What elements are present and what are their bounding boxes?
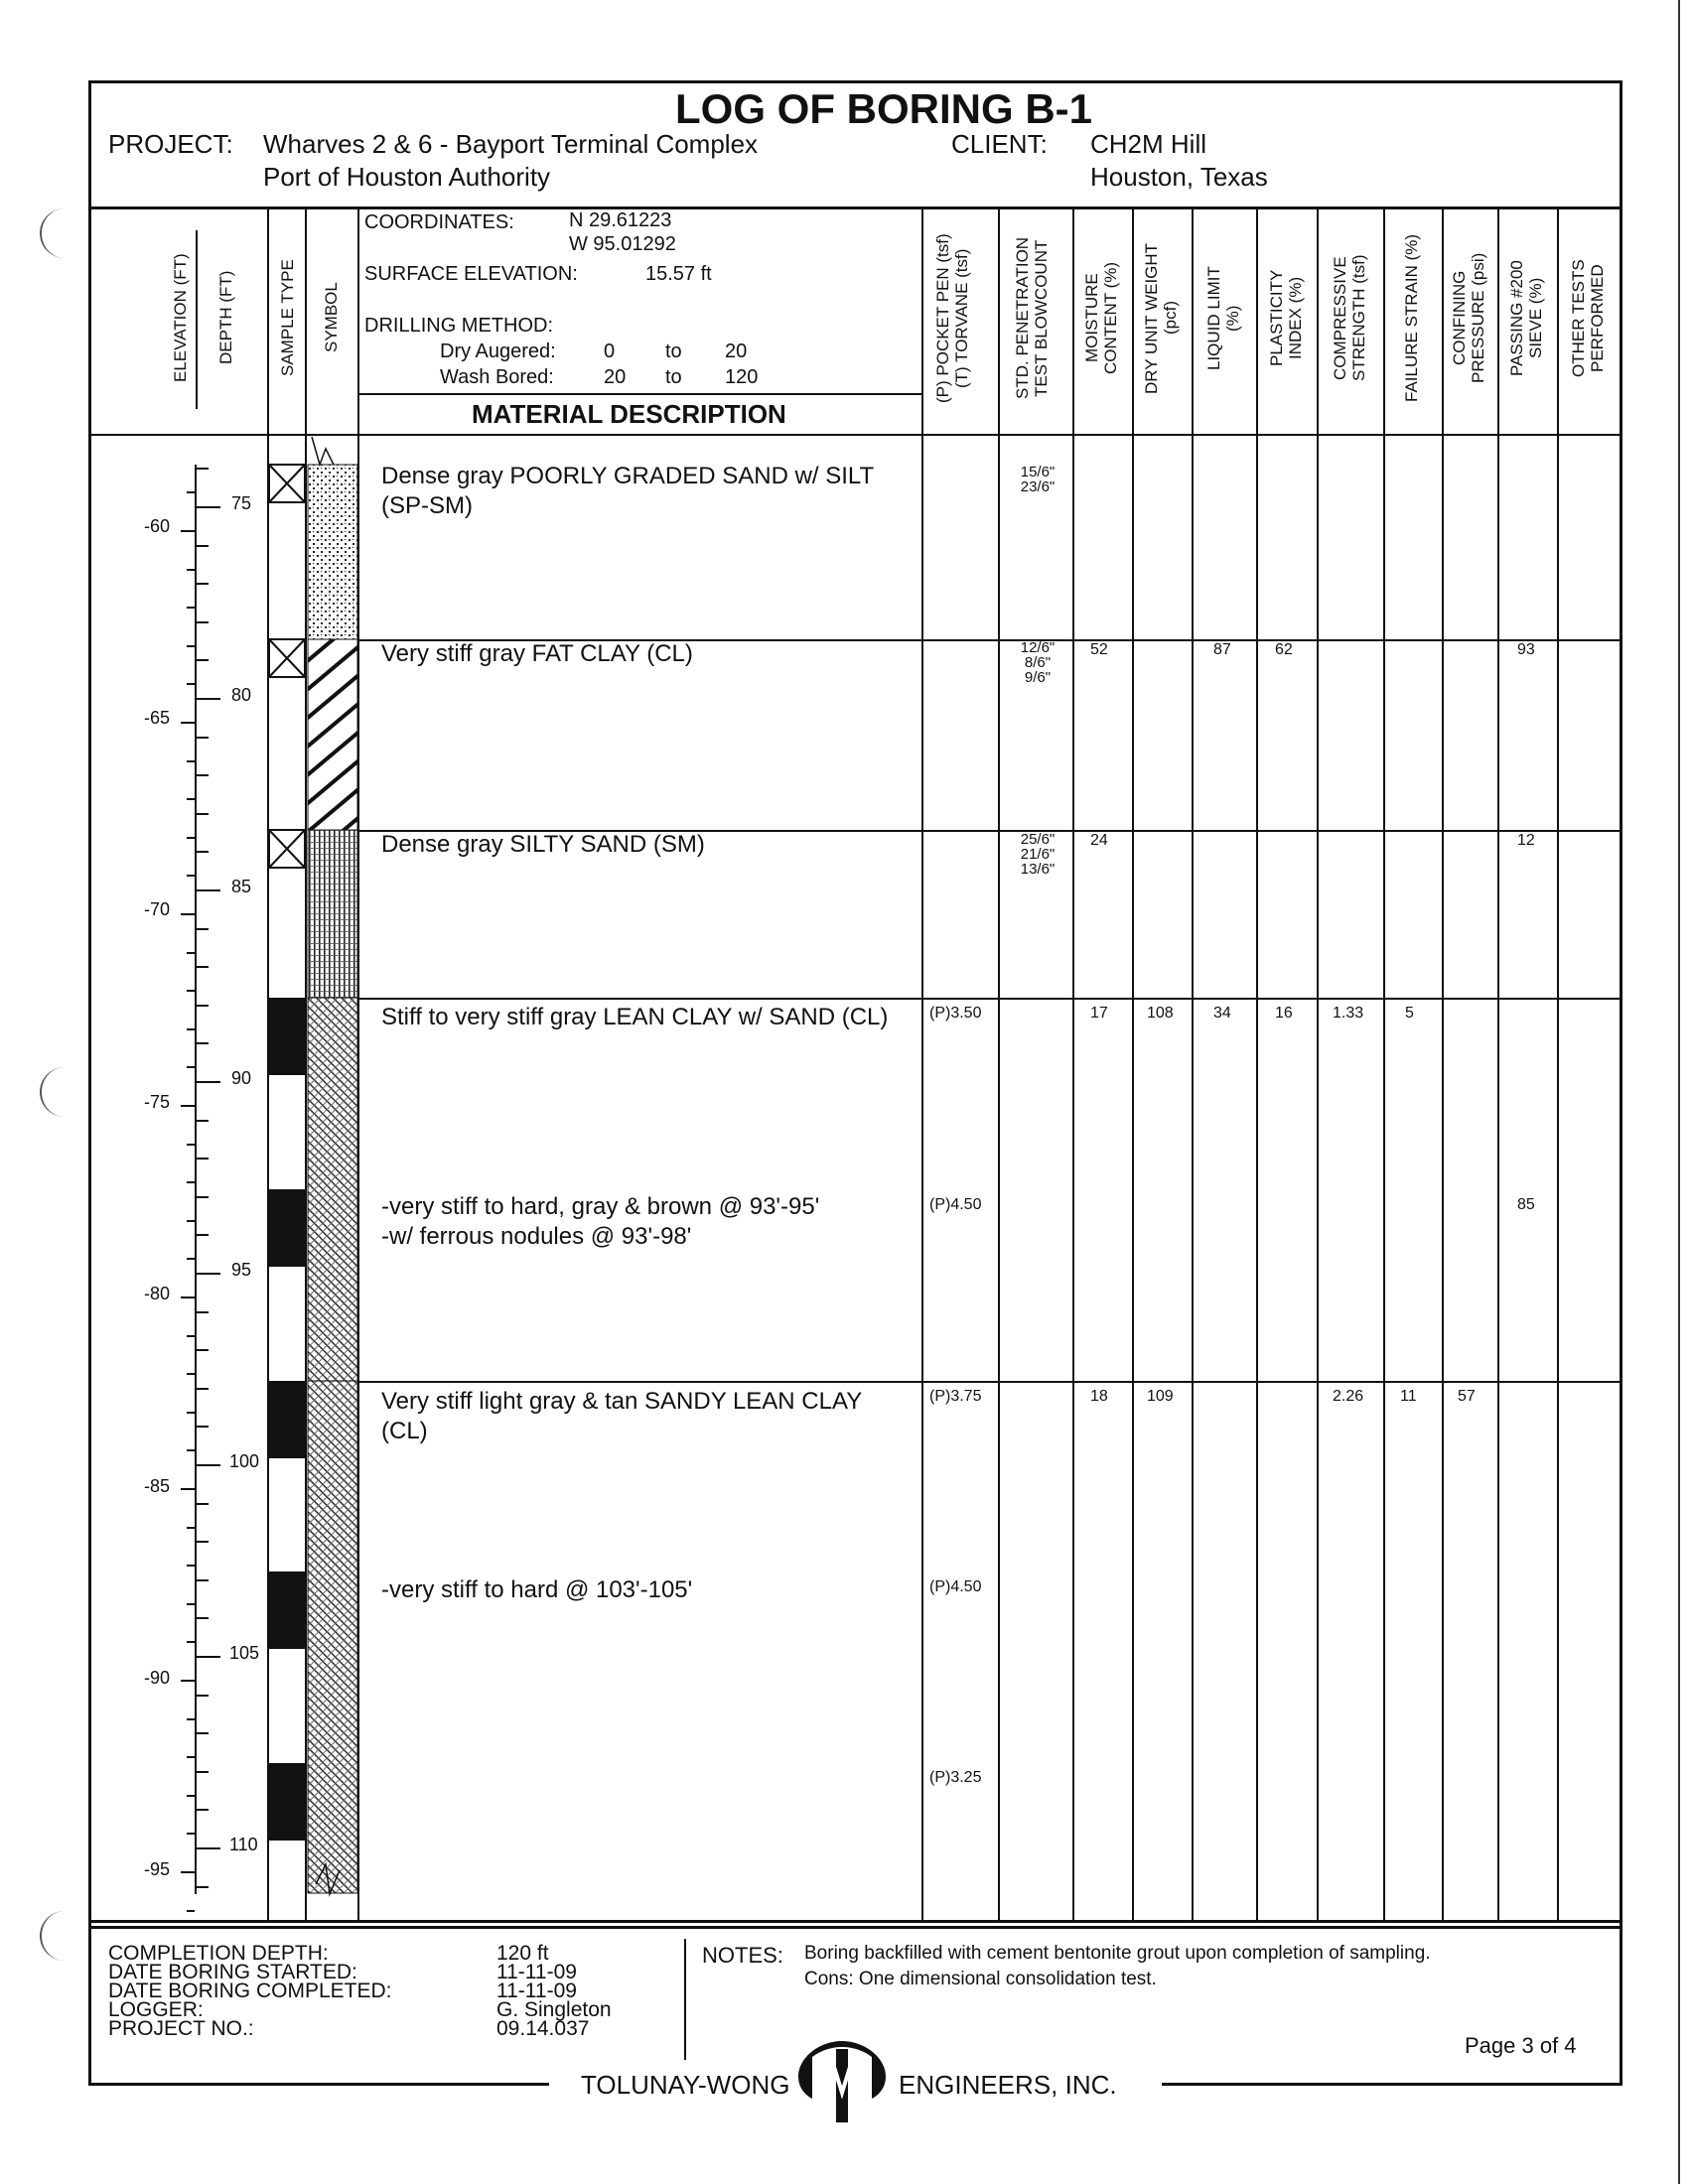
col-line-comp-end	[1383, 206, 1385, 1922]
stratum-desc-line: Dense gray POORLY GRADED SAND w/ SILT	[381, 463, 875, 489]
depth-minor-tick	[197, 1732, 209, 1734]
dry-augered-to-word: to	[665, 341, 682, 362]
client-name: CH2M Hill	[1090, 129, 1206, 159]
spt-value: 21/6"	[1020, 846, 1056, 863]
col-header-dry-unit-line1: DRY UNIT WEIGHT	[1142, 242, 1161, 394]
elevation-tick	[187, 837, 195, 839]
material-description-header: MATERIAL DESCRIPTION	[472, 399, 786, 429]
depth-minor-tick	[197, 737, 209, 739]
company-line-right	[1162, 2083, 1622, 2086]
coordinate-west: W 95.01292	[569, 233, 676, 255]
footer-divider	[684, 1939, 686, 2060]
depth-major-tick	[197, 1656, 220, 1658]
moisture-value: 52	[1090, 641, 1108, 658]
completion-depth-label: COMPLETION DEPTH:	[108, 1942, 329, 1965]
elevation-label: -75	[144, 1092, 171, 1112]
page-number: Page 3 of 4	[1465, 2033, 1577, 2058]
page-title: LOG OF BORING B-1	[675, 85, 1092, 132]
elevation-tick	[187, 1565, 195, 1567]
depth-minor-tick	[197, 1042, 209, 1044]
col-header-plasticity-line2: INDEX (%)	[1286, 276, 1305, 360]
elevation-label: -70	[144, 899, 171, 919]
col-header-compressive-line1: COMPRESSIVE	[1331, 256, 1349, 380]
elevation-tick	[181, 913, 195, 915]
col-header-elevation: ELEVATION (FT)	[171, 253, 190, 382]
depth-minor-tick	[197, 1196, 209, 1198]
depth-minor-tick	[197, 621, 209, 623]
col-header-pocket-pen-line1: (P) POCKET PEN (tsf)	[933, 233, 952, 403]
project-label: PROJECT:	[108, 129, 233, 159]
col-line-spt-end	[1072, 206, 1074, 1922]
surface-elevation-label: SURFACE ELEVATION:	[364, 263, 578, 285]
coordinates-label: COORDINATES:	[364, 211, 514, 233]
col-header-passing-line1: PASSING #200	[1507, 260, 1526, 376]
elevation-tick	[187, 1527, 195, 1529]
depth-minor-tick	[197, 1809, 209, 1811]
depth-major-tick	[197, 698, 220, 700]
company-name-right: ENGINEERS, INC.	[899, 2070, 1117, 2100]
moisture-value: 24	[1090, 832, 1108, 849]
depth-minor-tick	[197, 851, 209, 853]
elevation-tick	[181, 1488, 195, 1490]
col-header-sample-type: SAMPLE TYPE	[278, 259, 297, 376]
symbol-lean-clay	[308, 998, 357, 1381]
dry-augered-label: Dry Augered:	[440, 341, 556, 362]
col-header-dry-unit-line2: (pcf)	[1161, 301, 1180, 336]
client-label: CLIENT:	[951, 129, 1048, 159]
col-header-confining	[1450, 216, 1487, 420]
elevation-tick	[187, 1144, 195, 1146]
col-header-liquid-limit-line1: LIQUID LIMIT	[1204, 266, 1223, 370]
spt-value: 15/6"	[1020, 464, 1056, 480]
depth-major-tick	[197, 1273, 220, 1275]
frame-right-bottom	[1620, 1922, 1622, 2086]
elevation-tick	[187, 952, 195, 954]
note-consolidation: Cons: One dimensional consolidation test.	[804, 1969, 1157, 1989]
depth-minor-tick	[197, 1541, 209, 1543]
confining-pressure-value: 57	[1458, 1388, 1476, 1405]
elevation-tick	[181, 1297, 195, 1298]
stratum-description: Stiff to very stiff gray LEAN CLAY w/ SAND (CL)	[381, 1004, 889, 1030]
moisture-value: 17	[1090, 1005, 1108, 1022]
plasticity-index-value: 62	[1275, 641, 1293, 658]
stratum-note-line: -w/ ferrous nodules @ 93'-98'	[381, 1223, 692, 1250]
col-header-pocket-pen	[933, 216, 971, 420]
elevation-tick	[187, 1795, 195, 1797]
col-header-passing-line2: SIEVE (%)	[1526, 277, 1545, 359]
col-header-compressive-line2: STRENGTH (tsf)	[1349, 254, 1368, 382]
col-header-symbol: SYMBOL	[322, 282, 341, 353]
stratum-description: Dense gray SILTY SAND (SM)	[381, 831, 705, 858]
stratum-desc-line: Very stiff light gray & tan SANDY LEAN CLAY	[381, 1388, 863, 1415]
table-top-line	[88, 206, 1622, 209]
col-line-dry-end	[1192, 206, 1194, 1922]
project-no-label: PROJECT NO.:	[108, 2017, 254, 2040]
elevation-label: -90	[144, 1668, 171, 1688]
elevation-tick	[187, 683, 195, 685]
project-owner: Port of Houston Authority	[263, 162, 551, 192]
dry-unit-weight-value: 109	[1147, 1388, 1174, 1405]
col-header-other-tests-line1: OTHER TESTS	[1569, 259, 1588, 377]
elevation-label: -65	[144, 708, 171, 728]
plasticity-index-value: 16	[1275, 1005, 1293, 1022]
col-header-liquid-limit	[1204, 216, 1242, 420]
elevation-tick	[187, 1373, 195, 1375]
project-name: Wharves 2 & 6 - Bayport Terminal Complex	[263, 129, 759, 159]
col-line-pi-end	[1317, 206, 1319, 1922]
completion-depth-value: 120 ft	[496, 1942, 549, 1965]
col-header-confining-line2: PRESSURE (psi)	[1469, 252, 1487, 384]
depth-minor-tick	[197, 1005, 209, 1007]
failure-strain-value: 5	[1405, 1005, 1414, 1022]
spt-value: 13/6"	[1020, 861, 1056, 878]
elevation-tick	[181, 722, 195, 724]
col-line-fail-end	[1442, 206, 1444, 1922]
compressive-strength-value: 1.33	[1333, 1005, 1364, 1022]
sample-symbol-graphics	[268, 435, 359, 1921]
col-header-depth: DEPTH (FT)	[216, 270, 235, 365]
depth-minor-tick	[197, 1695, 209, 1697]
col-line-moist-end	[1132, 206, 1134, 1922]
failure-strain-value: 11	[1400, 1388, 1417, 1405]
depth-label: 100	[229, 1451, 260, 1471]
depth-major-tick	[197, 506, 220, 508]
depth-label: 95	[231, 1260, 252, 1280]
elevation-tick	[187, 1258, 195, 1260]
col-header-compressive	[1331, 216, 1368, 420]
col-header-other-tests-line2: PERFORMED	[1588, 264, 1607, 372]
depth-minor-tick	[197, 583, 209, 585]
frame-left-bottom	[88, 1922, 91, 2086]
depth-minor-tick	[197, 468, 209, 470]
col-header-spt-line1: STD. PENETRATION	[1013, 236, 1032, 400]
passing-200-value: 85	[1517, 1196, 1535, 1213]
elevation-tick	[187, 1756, 195, 1758]
elevation-tick	[187, 1181, 195, 1183]
depth-label: 110	[229, 1835, 258, 1854]
col-header-other-tests	[1569, 216, 1607, 420]
elevation-tick	[181, 530, 195, 532]
elevation-tick	[187, 1335, 195, 1337]
surface-elevation-value: 15.57 ft	[645, 263, 712, 285]
elevation-tick	[187, 760, 195, 762]
col-line-conf-end	[1497, 206, 1499, 1922]
col-header-moisture-line1: MOISTURE	[1082, 273, 1101, 363]
binder-hole-top	[40, 208, 71, 258]
elevation-tick	[181, 1680, 195, 1682]
coordinate-north: N 29.61223	[569, 209, 672, 231]
depth-major-tick	[197, 1464, 220, 1466]
col-header-plasticity-line1: PLASTICITY	[1267, 269, 1286, 367]
stratum-desc-line: (SP-SM)	[381, 492, 473, 519]
elevation-tick	[187, 1220, 195, 1222]
depth-label: 90	[231, 1068, 252, 1088]
dry-augered-to: 20	[725, 341, 748, 362]
project-no-value: 09.14.037	[496, 2017, 590, 2040]
depth-minor-tick	[197, 1617, 209, 1619]
elevation-label: -60	[144, 516, 171, 536]
pocket-pen-value: (P)3.50	[929, 1005, 982, 1022]
moisture-value: 18	[1090, 1388, 1108, 1405]
date-started-value: 11-11-09	[496, 1961, 577, 1983]
elevation-tick	[187, 1833, 195, 1835]
depth-label: 80	[231, 685, 252, 705]
elevation-tick	[181, 1105, 195, 1107]
depth-minor-tick	[197, 545, 209, 547]
col-line-ll-end	[1256, 206, 1258, 1922]
depth-minor-tick	[197, 1349, 209, 1351]
pocket-pen-value: (P)4.50	[929, 1196, 982, 1213]
elevation-tick	[187, 1910, 195, 1912]
footer-labels	[108, 1944, 391, 2038]
depth-minor-tick	[197, 1771, 209, 1773]
depth-major-tick	[197, 889, 220, 891]
compressive-strength-value: 2.26	[1333, 1388, 1364, 1405]
passing-200-value: 12	[1517, 832, 1535, 849]
elevation-tick	[181, 1871, 195, 1873]
date-completed-value: 11-11-09	[496, 1979, 577, 2002]
elevation-tick	[187, 875, 195, 877]
notes-label: NOTES:	[702, 1943, 783, 1968]
depth-label: 75	[231, 493, 252, 513]
stratum-note: -very stiff to hard @ 103'-105'	[381, 1576, 693, 1603]
binder-hole-bottom	[40, 1911, 71, 1961]
elevation-tick	[187, 607, 195, 609]
stratum-description	[381, 462, 874, 521]
elevation-tick	[187, 491, 195, 493]
elevation-label: -85	[144, 1476, 171, 1496]
elevation-label: -80	[144, 1284, 171, 1303]
depth-minor-tick	[197, 1311, 209, 1313]
depth-major-tick	[197, 1081, 220, 1083]
elev-depth-divider	[196, 230, 198, 409]
depth-minor-tick	[197, 1886, 209, 1888]
elevation-tick	[187, 990, 195, 992]
wash-bored-from: 20	[604, 366, 627, 388]
elevation-tick	[187, 1066, 195, 1068]
sample-tube-block	[268, 998, 306, 1841]
stratum-note	[381, 1192, 819, 1252]
col-header-plasticity	[1267, 216, 1305, 420]
elevation-tick	[187, 1718, 195, 1720]
logger-label: LOGGER:	[108, 1998, 204, 2021]
col-header-spt-line2: TEST BLOWCOUNT	[1032, 239, 1051, 397]
liquid-limit-value: 87	[1213, 641, 1231, 658]
symbol-sandy-lean-clay	[308, 1381, 357, 1893]
elevation-label: -95	[144, 1859, 171, 1879]
date-started-label: DATE BORING STARTED:	[108, 1961, 357, 1983]
col-line-pp-end	[998, 206, 1000, 1922]
company-line-left	[88, 2083, 549, 2086]
depth-major-tick	[197, 1847, 220, 1849]
depth-minor-tick	[197, 1426, 209, 1428]
col-header-moisture-line2: CONTENT (%)	[1101, 262, 1120, 375]
elevation-tick	[187, 569, 195, 571]
col-header-spt	[1013, 216, 1051, 420]
elevation-tick	[187, 798, 195, 800]
col-line-material-end	[921, 206, 923, 1922]
col-header-moisture	[1082, 216, 1120, 420]
spt-value: 12/6"	[1020, 639, 1056, 656]
dry-unit-weight-value: 108	[1147, 1005, 1174, 1022]
symbol-break-top	[312, 437, 334, 465]
footer-values	[496, 1944, 612, 2038]
elevation-axis-line	[195, 465, 197, 1894]
stratum-desc-line: (CL)	[381, 1418, 428, 1444]
col-header-dry-unit	[1142, 216, 1180, 420]
elevation-tick	[187, 1641, 195, 1643]
elevation-tick	[187, 1449, 195, 1451]
spt-value: 9/6"	[1024, 669, 1052, 686]
drilling-method-label: DRILLING METHOD:	[364, 315, 554, 337]
depth-minor-tick	[197, 928, 209, 930]
depth-minor-tick	[197, 966, 209, 968]
wash-bored-to: 120	[725, 366, 759, 388]
symbol-silty-sand	[308, 830, 357, 998]
stratum-description: Very stiff gray FAT CLAY (CL)	[381, 640, 693, 667]
date-completed-label: DATE BORING COMPLETED:	[108, 1979, 392, 2002]
depth-minor-tick	[197, 813, 209, 815]
spt-blowcount	[1013, 640, 1062, 685]
pocket-pen-value: (P)3.75	[929, 1388, 982, 1405]
sample-x-box	[269, 465, 305, 868]
spt-value: 25/6"	[1020, 831, 1056, 848]
symbol-sp-sm	[308, 465, 357, 639]
col-header-passing	[1507, 216, 1545, 420]
stratum-divider	[358, 1381, 1622, 1383]
depth-minor-tick	[197, 1503, 209, 1505]
material-header-line	[358, 393, 922, 395]
depth-label: 105	[229, 1643, 260, 1663]
depth-minor-tick	[197, 774, 209, 776]
depth-minor-tick	[197, 1579, 209, 1581]
spt-blowcount	[1013, 465, 1062, 494]
depth-label: 85	[231, 877, 252, 896]
page-edge-line	[1678, 0, 1680, 2184]
logger-value: G. Singleton	[496, 1998, 612, 2021]
elevation-tick	[187, 1603, 195, 1605]
wash-bored-label: Wash Bored:	[440, 366, 554, 388]
symbol-fat-clay	[308, 639, 357, 830]
stratum-note-line: -very stiff to hard, gray & brown @ 93'-95'	[381, 1193, 820, 1220]
depth-minor-tick	[197, 659, 209, 661]
depth-minor-tick	[197, 1388, 209, 1390]
pocket-pen-value: (P)3.25	[929, 1769, 982, 1786]
depth-minor-tick	[197, 1234, 209, 1236]
stratum-description	[381, 1387, 862, 1446]
wash-bored-to-word: to	[665, 366, 682, 388]
pocket-pen-value: (P)4.50	[929, 1578, 982, 1595]
depth-minor-tick	[197, 1158, 209, 1160]
elevation-tick	[187, 1028, 195, 1030]
elevation-tick	[187, 1412, 195, 1414]
company-logo	[790, 2037, 894, 2126]
liquid-limit-value: 34	[1213, 1005, 1231, 1022]
client-location: Houston, Texas	[1090, 162, 1268, 192]
spt-value: 23/6"	[1020, 478, 1056, 495]
col-header-liquid-limit-line2: (%)	[1223, 305, 1242, 332]
spt-blowcount	[1013, 832, 1062, 877]
col-header-failure-strain: FAILURE STRAIN (%)	[1402, 233, 1421, 403]
company-name-left: TOLUNAY-WONG	[581, 2070, 790, 2100]
depth-minor-tick	[197, 1120, 209, 1122]
elevation-tick	[187, 645, 195, 647]
note-backfill: Boring backfilled with cement bentonite grout upon completion of sampling.	[804, 1943, 1431, 1964]
passing-200-value: 93	[1517, 641, 1535, 658]
col-header-pocket-pen-line2: (T) TORVANE (tsf)	[952, 248, 971, 388]
binder-hole-middle	[40, 1067, 71, 1117]
dry-augered-from: 0	[604, 341, 616, 362]
col-line-pass-end	[1557, 206, 1559, 1922]
spt-value: 8/6"	[1024, 654, 1052, 671]
col-header-confining-line1: CONFINING	[1450, 270, 1469, 366]
stratum-divider	[358, 998, 1622, 1000]
